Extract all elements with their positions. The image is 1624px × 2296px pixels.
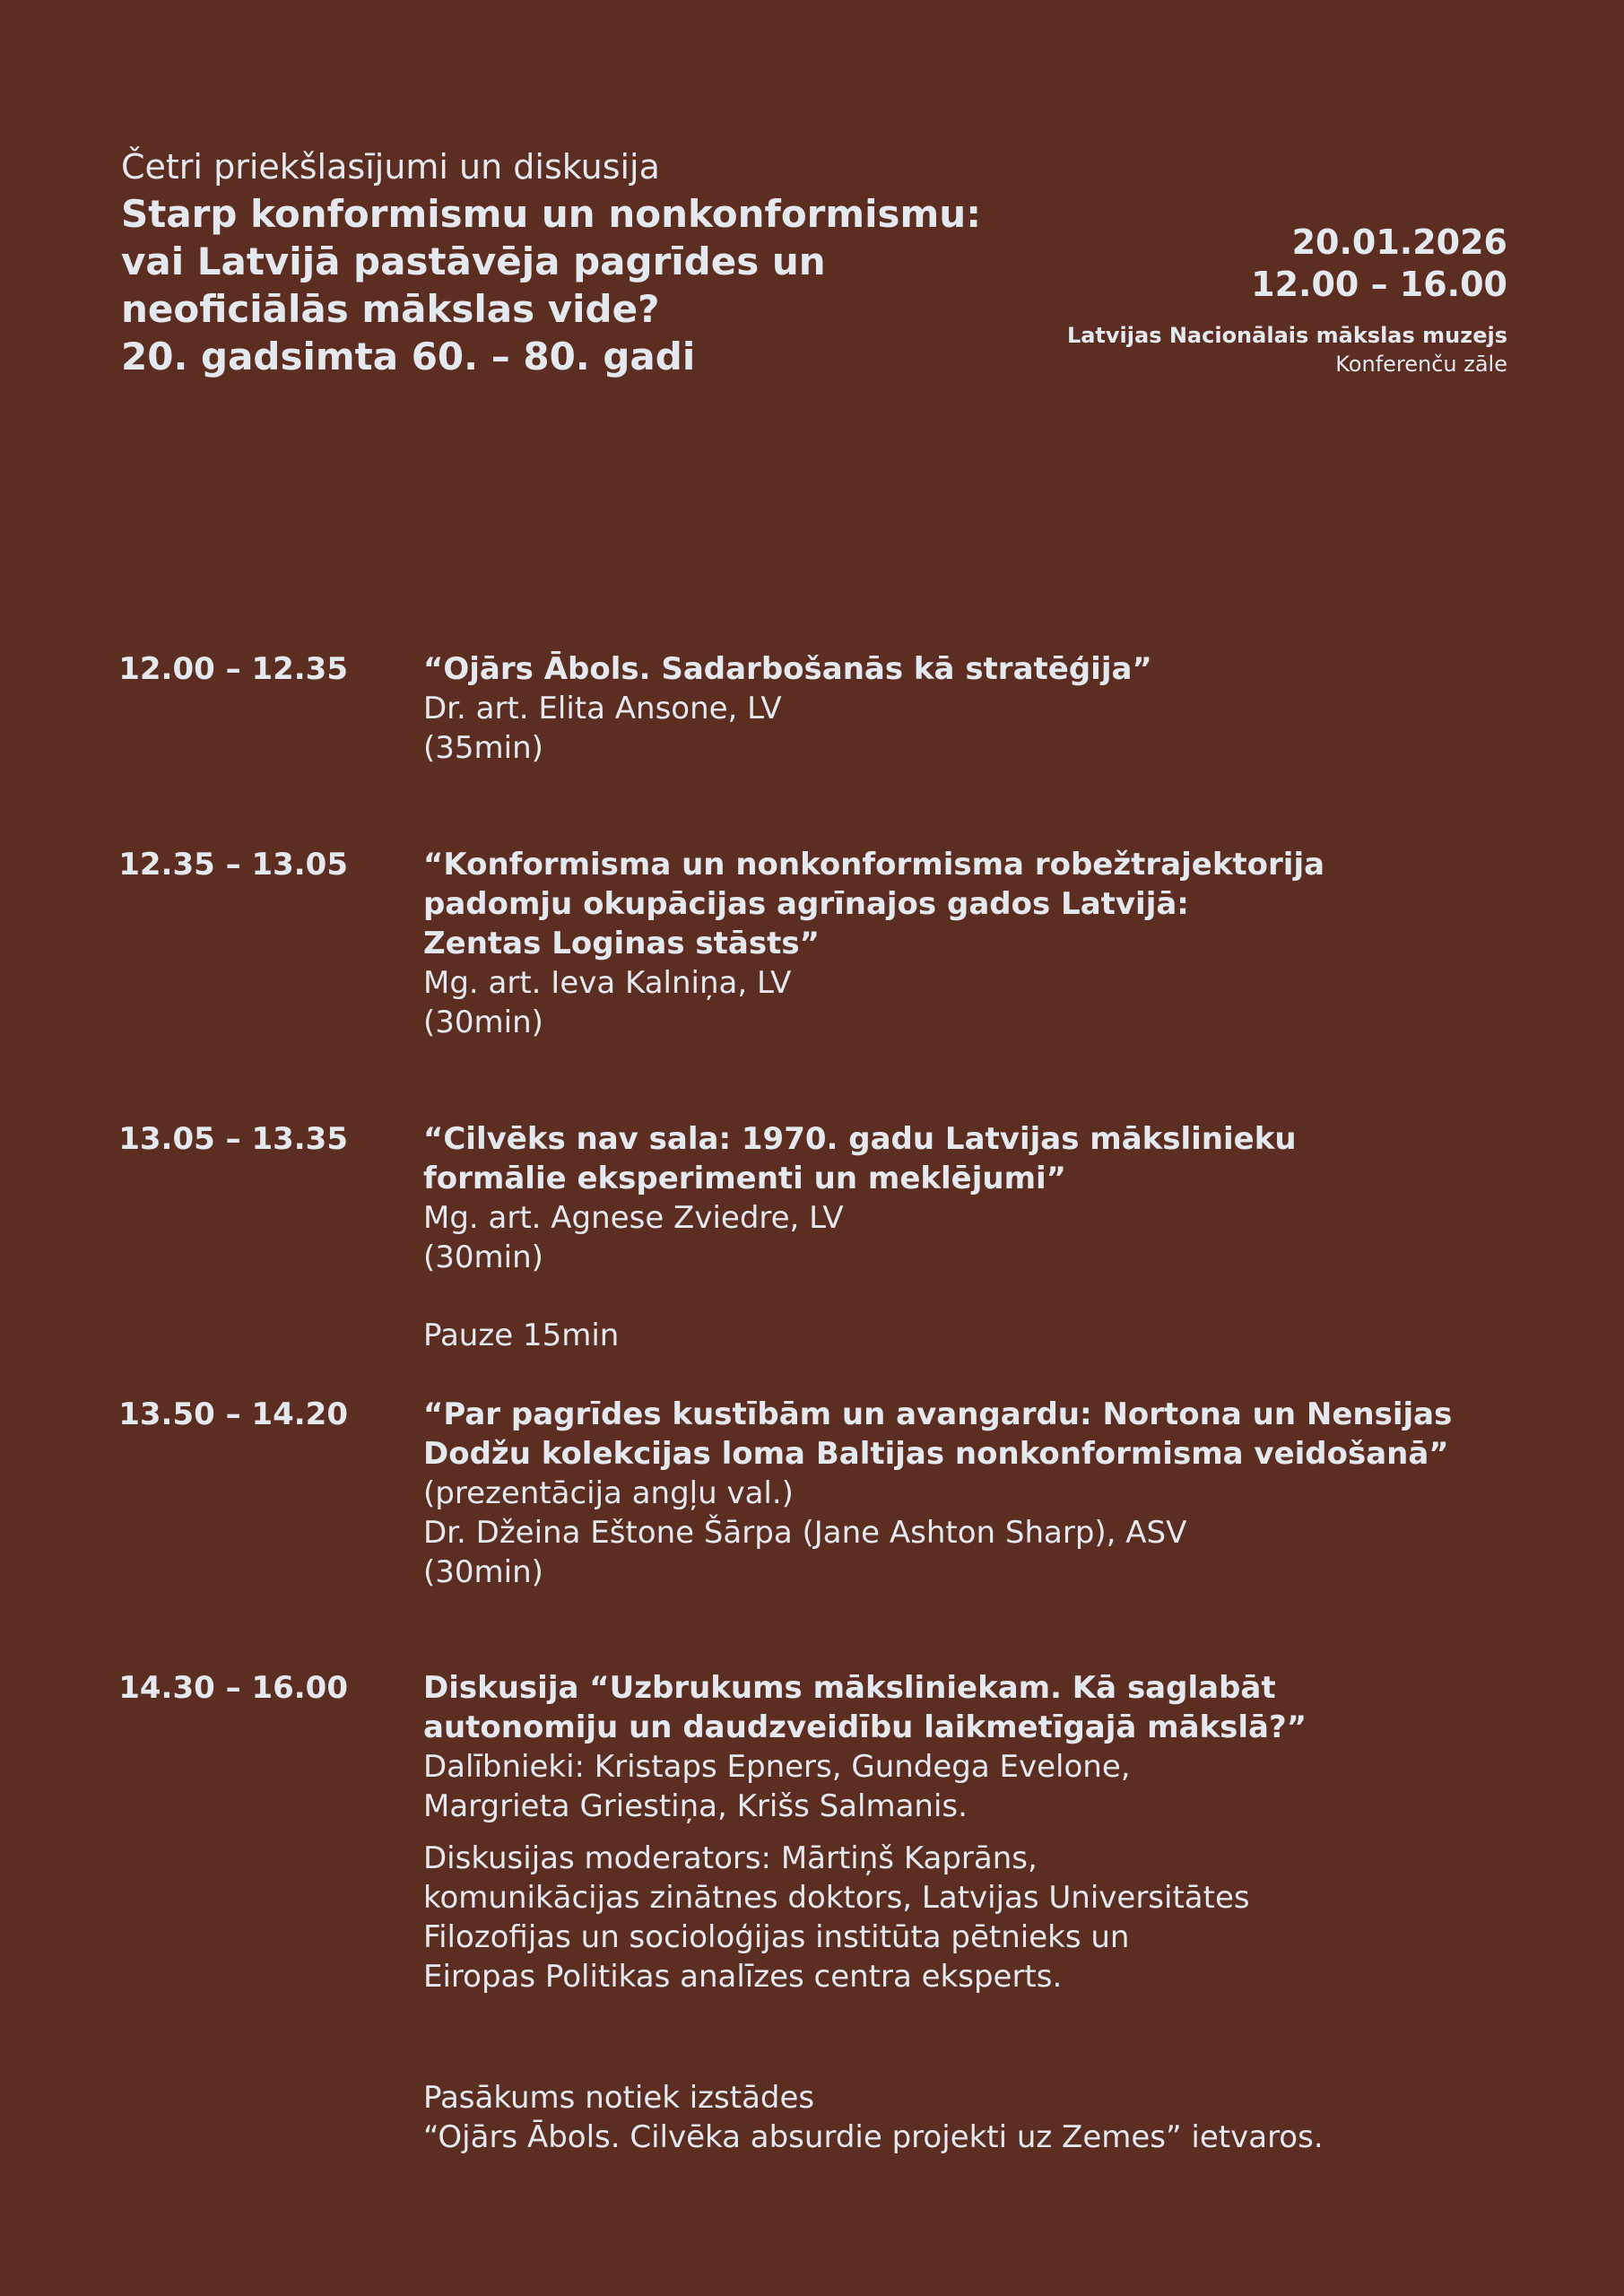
event-time: 12.00 – 16.00 bbox=[1251, 265, 1507, 304]
session-speaker: Mg. art. Agnese Zviedre, LV bbox=[423, 1200, 844, 1236]
title-line: Starp konformismu un nonkonformismu: bbox=[121, 192, 982, 236]
discussion-moderator: Eiropas Politikas analīzes centra eksperts. bbox=[423, 1959, 1063, 1995]
title-line: vai Latvijā pastāvēja pagrīdes un bbox=[121, 239, 826, 283]
session-details bbox=[423, 1395, 1517, 1592]
event-title bbox=[121, 190, 1063, 380]
discussion-moderator: komunikācijas zinātnes doktors, Latvijas Universitātes bbox=[423, 1880, 1250, 1916]
break-label: Pauze 15min bbox=[423, 1318, 620, 1353]
footer-line: Pasākums notiek izstādes bbox=[423, 2080, 815, 2116]
session-title: Zentas Loginas stāsts” bbox=[423, 926, 820, 961]
session-title: formālie eksperimenti un meklējumi” bbox=[423, 1161, 1067, 1196]
footer-line: “Ojārs Ābols. Cilvēka absurdie projekti uz Zemes” ietvaros. bbox=[423, 2119, 1324, 2155]
session-title: “Konformisma un nonkonformisma robežtrajektorija bbox=[423, 847, 1325, 883]
event-room: Konferenču zāle bbox=[1335, 352, 1507, 377]
session-time: 14.30 – 16.00 bbox=[118, 1670, 348, 1706]
discussion-participants: Dalībnieki: Kristaps Epners, Gundega Evelone, bbox=[423, 1749, 1131, 1785]
session-duration: (30min) bbox=[423, 1554, 543, 1590]
session-details bbox=[423, 1668, 1517, 1996]
session-speaker: Dr. art. Elita Ansone, LV bbox=[423, 691, 782, 726]
event-venue: Latvijas Nacionālais mākslas muzejs bbox=[1066, 323, 1507, 348]
session-duration: (30min) bbox=[423, 1239, 543, 1275]
discussion-moderator: Diskusijas moderators: Mārtiņš Kaprāns, bbox=[423, 1840, 1038, 1876]
discussion-participants: Margrieta Griestiņa, Krišs Salmanis. bbox=[423, 1788, 968, 1824]
event-subtitle: Četri priekšlasījumi un diskusija bbox=[121, 147, 660, 187]
session-speaker: Mg. art. Ieva Kalniņa, LV bbox=[423, 965, 792, 1001]
session-duration: (30min) bbox=[423, 1004, 543, 1040]
session-title: “Cilvēks nav sala: 1970. gadu Latvijas mākslinieku bbox=[423, 1121, 1297, 1157]
session-title: padomju okupācijas agrīnajos gados Latvijā: bbox=[423, 886, 1189, 922]
title-line: neoficiālās mākslas vide? bbox=[121, 287, 660, 331]
session-time: 13.50 – 14.20 bbox=[118, 1396, 348, 1432]
session-title: Dodžu kolekcijas loma Baltijas nonkonformisma veidošanā” bbox=[423, 1436, 1449, 1472]
session-time: 13.05 – 13.35 bbox=[118, 1121, 348, 1157]
title-line: 20. gadsimta 60. – 80. gadi bbox=[121, 335, 696, 378]
session-title: autonomiju un daudzveidību laikmetīgajā mākslā?” bbox=[423, 1709, 1307, 1745]
session-language: (prezentācija angļu val.) bbox=[423, 1475, 794, 1511]
session-duration: (35min) bbox=[423, 730, 543, 766]
session-time: 12.35 – 13.05 bbox=[118, 847, 348, 883]
session-time: 12.00 – 12.35 bbox=[118, 651, 348, 687]
session-title: Diskusija “Uzbrukums māksliniekam. Kā saglabāt bbox=[423, 1670, 1276, 1706]
session-speaker: Dr. Džeina Eštone Šārpa (Jane Ashton Sharp), ASV bbox=[423, 1515, 1187, 1551]
event-date: 20.01.2026 bbox=[1291, 222, 1507, 262]
session-details bbox=[423, 845, 1517, 1042]
session-details bbox=[423, 1119, 1517, 1277]
session-title: “Ojārs Ābols. Sadarbošanās kā stratēģija” bbox=[423, 651, 1152, 687]
session-details bbox=[423, 649, 1517, 768]
event-meta bbox=[1067, 222, 1507, 378]
break-details bbox=[423, 1316, 1517, 1355]
discussion-moderator: Filozofijas un socioloģijas institūta pētnieks un bbox=[423, 1919, 1130, 1955]
footer-details bbox=[423, 2078, 1517, 2157]
session-title: “Par pagrīdes kustībām un avangardu: Nortona un Nensijas bbox=[423, 1396, 1453, 1432]
